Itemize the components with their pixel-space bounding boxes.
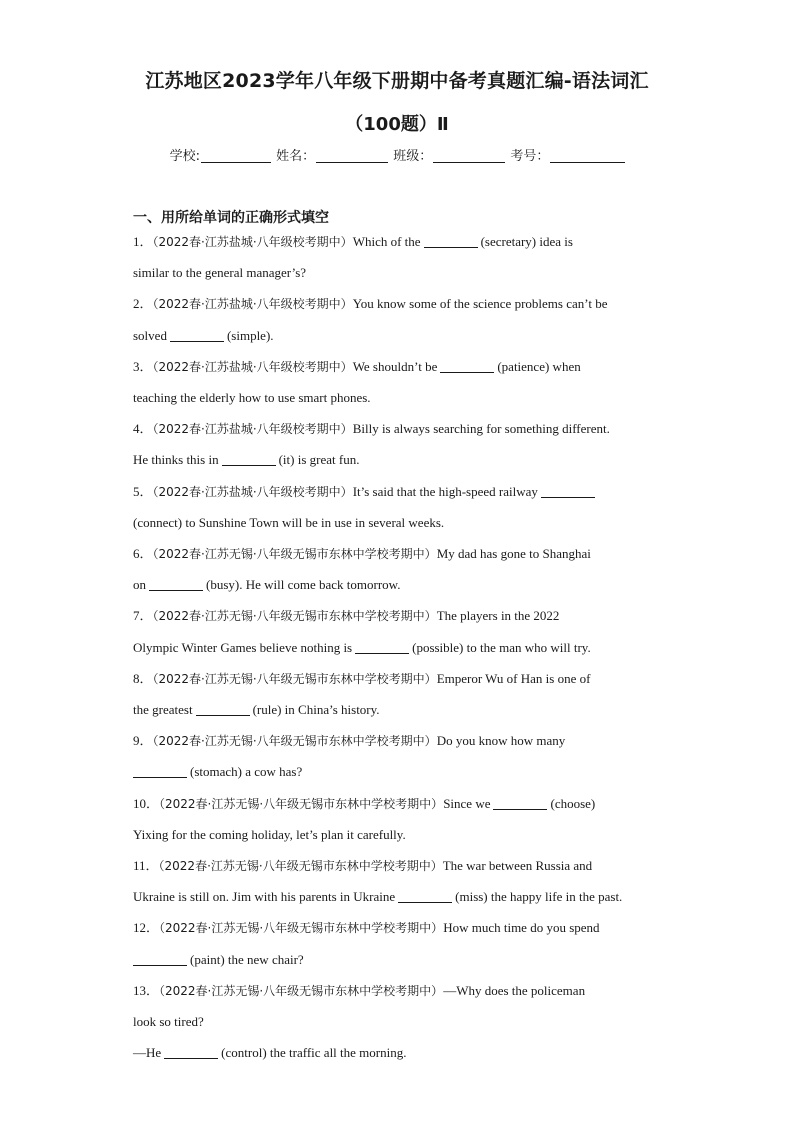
question-text: the greatest <box>133 702 193 717</box>
student-info-line <box>0 145 794 164</box>
page-subtitle: （100题）Ⅱ <box>345 114 449 135</box>
section-heading: 一、用所给单词的正确形式填空 <box>133 210 329 226</box>
answer-blank[interactable] <box>149 578 203 591</box>
question-number: 7． <box>133 608 153 623</box>
question-source: （2022春·江苏盐城·八年级校考期中） <box>152 297 353 311</box>
question-text: You know some of the science problems can’t be <box>352 296 608 311</box>
answer-blank[interactable] <box>424 235 478 248</box>
question-number: 4． <box>133 421 153 436</box>
question-number: 3． <box>133 359 153 374</box>
question-2-line-2 <box>133 328 673 343</box>
question-text: He thinks this in <box>133 452 219 467</box>
question-source: （2022春·江苏盐城·八年级校考期中） <box>152 485 353 499</box>
question-source: （2022春·江苏无锡·八年级无锡市东林中学校考期中） <box>152 672 437 686</box>
answer-blank[interactable] <box>133 953 187 966</box>
question-text: (paint) the new chair? <box>190 952 304 967</box>
question-text: (secretary) idea is <box>480 234 573 249</box>
class-blank[interactable] <box>433 148 505 163</box>
question-text: (rule) in China’s history. <box>252 702 380 717</box>
question-text: (possible) to the man who will try. <box>412 640 591 655</box>
question-text: Olympic Winter Games believe nothing is <box>133 640 353 655</box>
question-3-line-1 <box>133 359 673 375</box>
question-text: It’s said that the high-speed railway <box>352 484 538 499</box>
question-9-line-2 <box>133 764 673 779</box>
question-text: on <box>133 577 146 592</box>
question-number: 9． <box>133 733 153 748</box>
question-number: 8． <box>133 671 153 686</box>
question-text: look so tired? <box>133 1014 204 1029</box>
class-label: 班级： <box>393 149 433 164</box>
question-13-line-2 <box>133 1014 673 1029</box>
question-5-line-2 <box>133 515 673 530</box>
answer-blank[interactable] <box>398 890 452 903</box>
question-1-line-1 <box>133 234 673 250</box>
question-number: 11． <box>133 858 159 873</box>
question-source: （2022春·江苏无锡·八年级无锡市东林中学校考期中） <box>158 859 443 873</box>
question-8-line-1 <box>133 671 673 687</box>
question-text: We shouldn’t be <box>352 359 438 374</box>
question-text: How much time do you spend <box>443 920 600 935</box>
question-number: 2． <box>133 296 153 311</box>
question-text: (control) the traffic all the morning. <box>221 1045 407 1060</box>
exam-number-blank[interactable] <box>550 148 625 163</box>
question-text: (connect) to Sunshine Town will be in use in several weeks. <box>133 515 445 530</box>
question-text: —He <box>133 1045 162 1060</box>
answer-blank[interactable] <box>196 703 250 716</box>
question-text: (simple). <box>226 328 274 343</box>
question-source: （2022春·江苏无锡·八年级无锡市东林中学校考期中） <box>152 547 437 561</box>
question-text: (patience) when <box>497 359 581 374</box>
question-12-line-2 <box>133 952 673 967</box>
question-text: Ukraine is still on. Jim with his parents in Ukraine <box>133 889 396 904</box>
question-text: (choose) <box>550 796 596 811</box>
question-text: solved <box>133 328 167 343</box>
name-label: 姓名： <box>276 149 316 164</box>
school-label: 学校: <box>169 149 200 164</box>
question-text: My dad has gone to Shanghai <box>436 546 591 561</box>
answer-blank[interactable] <box>170 329 224 342</box>
question-10-line-2 <box>133 827 673 842</box>
question-number: 1． <box>133 234 153 249</box>
question-6-line-1 <box>133 546 673 562</box>
question-6-line-2 <box>133 577 673 592</box>
question-9-line-1 <box>133 733 673 749</box>
question-text: similar to the general manager’s? <box>133 265 307 280</box>
question-5-line-1 <box>133 484 673 500</box>
question-number: 12． <box>133 920 160 935</box>
question-2-line-1 <box>133 296 673 312</box>
question-number: 5． <box>133 484 153 499</box>
question-text: (busy). He will come back tomorrow. <box>206 577 401 592</box>
question-source: （2022春·江苏无锡·八年级无锡市东林中学校考期中） <box>159 921 444 935</box>
question-11-line-2 <box>133 889 673 904</box>
question-8-line-2 <box>133 702 673 717</box>
question-number: 10． <box>133 796 160 811</box>
question-text: (stomach) a cow has? <box>190 764 303 779</box>
question-source: （2022春·江苏盐城·八年级校考期中） <box>152 422 353 436</box>
question-text: The players in the 2022 <box>436 608 560 623</box>
question-10-line-1 <box>133 796 673 812</box>
question-text: Yixing for the coming holiday, let’s plan it carefully. <box>133 827 406 842</box>
answer-blank[interactable] <box>493 797 547 810</box>
school-blank[interactable] <box>201 148 271 163</box>
name-blank[interactable] <box>316 148 388 163</box>
question-12-line-1 <box>133 920 673 936</box>
question-text: —Why does the policeman <box>443 983 586 998</box>
question-13-line-3 <box>133 1045 673 1060</box>
question-3-line-2 <box>133 390 673 405</box>
question-number: 13． <box>133 983 160 998</box>
question-source: （2022春·江苏无锡·八年级无锡市东林中学校考期中） <box>152 609 437 623</box>
question-text: Which of the <box>352 234 421 249</box>
question-number: 6． <box>133 546 153 561</box>
answer-blank[interactable] <box>133 765 187 778</box>
question-source: （2022春·江苏盐城·八年级校考期中） <box>152 360 353 374</box>
question-1-line-2 <box>133 265 673 280</box>
answer-blank[interactable] <box>541 485 595 498</box>
question-4-line-1 <box>133 421 673 437</box>
question-source: （2022春·江苏无锡·八年级无锡市东林中学校考期中） <box>159 797 444 811</box>
page-title: 江苏地区2023学年八年级下册期中备考真题汇编-语法词汇 <box>145 70 649 92</box>
question-13-line-1 <box>133 983 673 999</box>
question-4-line-2 <box>133 452 673 467</box>
question-text: Billy is always searching for something different. <box>352 421 610 436</box>
question-text: (it) is great fun. <box>278 452 360 467</box>
question-text: Do you know how many <box>436 733 566 748</box>
answer-blank[interactable] <box>222 453 276 466</box>
exam-number-label: 考号： <box>510 149 550 164</box>
question-text: (miss) the happy life in the past. <box>455 889 623 904</box>
question-text: Emperor Wu of Han is one of <box>436 671 591 686</box>
question-source: （2022春·江苏无锡·八年级无锡市东林中学校考期中） <box>152 734 437 748</box>
answer-blank[interactable] <box>440 360 494 373</box>
answer-blank[interactable] <box>164 1046 218 1059</box>
question-text: The war between Russia and <box>442 858 593 873</box>
question-source: （2022春·江苏盐城·八年级校考期中） <box>152 235 353 249</box>
question-text: Since we <box>443 796 491 811</box>
question-11-line-1 <box>133 858 673 874</box>
question-7-line-1 <box>133 608 673 624</box>
question-source: （2022春·江苏无锡·八年级无锡市东林中学校考期中） <box>159 984 444 998</box>
question-7-line-2 <box>133 640 673 655</box>
question-text: teaching the elderly how to use smart phones. <box>133 390 371 405</box>
answer-blank[interactable] <box>355 641 409 654</box>
